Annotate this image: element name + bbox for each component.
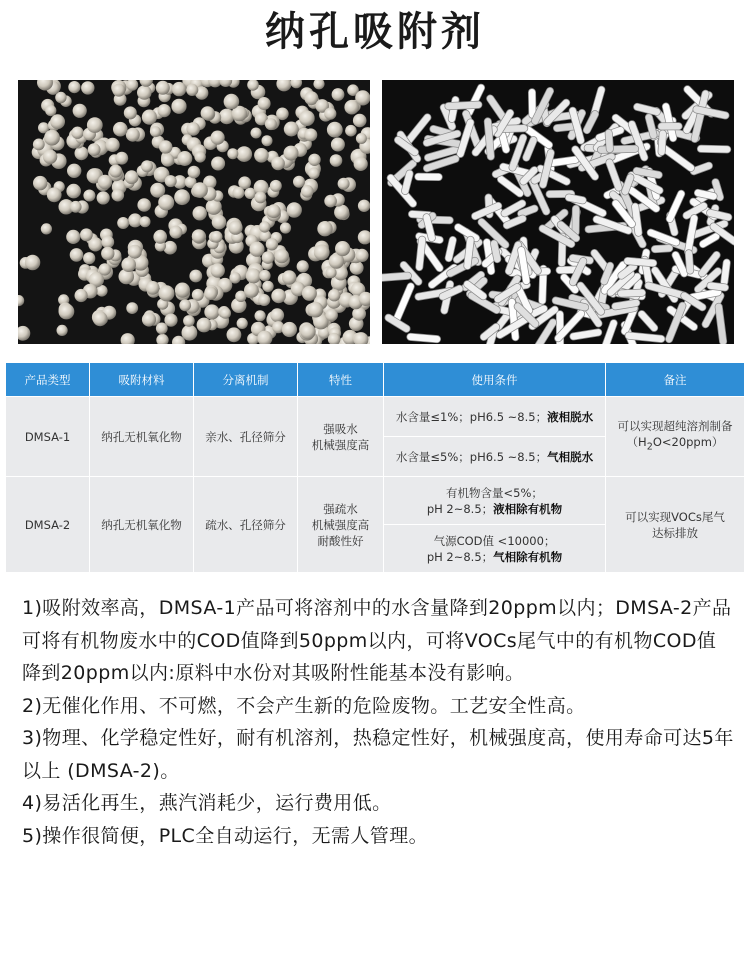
condition-line: 气源COD值 <10000； — [433, 533, 556, 548]
description-paragraph: 2)无催化作用、不可燃，不会产生新的危险废物。工艺安全性高。 — [22, 694, 586, 717]
cell-note — [606, 397, 745, 477]
note-line: 可以实现超纯溶剂制备 — [617, 418, 733, 433]
description-paragraph: 3)物理、化学稳定性好，耐有机溶剂，热稳定性好，机械强度高，使用寿命可达5年以上 (DMSA-2)。 — [22, 727, 734, 782]
header-feature: 特性 — [298, 363, 384, 397]
condition-bold: 液相除有机物 — [493, 501, 563, 516]
beads-photo — [18, 80, 370, 344]
table-row — [6, 477, 745, 525]
description-paragraph: 1)吸附效率高，DMSA-1产品可将溶剂中的水含量降到20ppm以内；DMSA-2产品可将有机物废水中的COD值降到50ppm以内，可将VOCs尾气中的有机物COD值降到20ppm以内:原料中水份对其吸附性能基本没有影响。 — [22, 597, 732, 684]
feature-line: 强疏水 — [323, 501, 358, 516]
note-subscript: 2 — [646, 441, 653, 453]
condition-line: 有机物含量<5%； — [446, 485, 543, 500]
cell-material: 纳孔无机氧化物 — [90, 477, 194, 573]
cell-type: DMSA-1 — [6, 397, 90, 477]
condition-bold: 液相脱水 — [547, 409, 594, 424]
cell-condition — [384, 397, 606, 437]
note-text: O<20ppm） — [652, 434, 724, 449]
condition-line — [387, 549, 602, 565]
note-text: （H — [626, 434, 647, 449]
condition-text: 水含量≤5%；pH6.5 ~8.5； — [395, 449, 548, 464]
feature-line: 强吸水 — [323, 421, 358, 436]
cell-condition — [384, 525, 606, 573]
feature-description — [22, 592, 734, 852]
header-mechanism: 分离机制 — [194, 363, 298, 397]
header-conditions: 使用条件 — [384, 363, 606, 397]
note-line: 达标排放 — [652, 525, 698, 540]
condition-line — [387, 501, 602, 517]
note-line: 可以实现VOCs尾气 — [625, 509, 725, 524]
table-row — [6, 397, 745, 437]
condition-bold: 气相除有机物 — [493, 549, 563, 564]
pellets-photo — [382, 80, 734, 344]
header-notes: 备注 — [606, 363, 745, 397]
description-paragraph: 5)操作很简便，PLC全自动运行，无需人管理。 — [22, 824, 429, 847]
spec-table — [5, 362, 745, 573]
cell-mechanism: 疏水、孔径筛分 — [194, 477, 298, 573]
header-product-type: 产品类型 — [6, 363, 90, 397]
cell-condition — [384, 477, 606, 525]
cell-type: DMSA-2 — [6, 477, 90, 573]
note-line — [609, 434, 741, 455]
cell-feature — [298, 397, 384, 477]
cell-material: 纳孔无机氧化物 — [90, 397, 194, 477]
cell-feature — [298, 477, 384, 573]
page-title: 纳孔吸附剂 — [265, 9, 485, 55]
condition-text: pH 2~8.5； — [426, 501, 494, 516]
cell-condition — [384, 437, 606, 477]
feature-line: 耐酸性好 — [317, 533, 364, 548]
condition-text: pH 2~8.5； — [426, 549, 494, 564]
table-header-row — [6, 363, 745, 397]
header-material: 吸附材料 — [90, 363, 194, 397]
feature-line: 机械强度高 — [311, 437, 370, 452]
description-paragraph: 4)易活化再生，燕汽消耗少，运行费用低。 — [22, 792, 392, 814]
condition-text: 水含量≤1%；pH6.5 ~8.5； — [395, 409, 548, 424]
feature-line: 机械强度高 — [311, 517, 370, 532]
condition-bold: 气相脱水 — [547, 449, 594, 464]
cell-note — [606, 477, 745, 573]
cell-mechanism: 亲水、孔径筛分 — [194, 397, 298, 477]
